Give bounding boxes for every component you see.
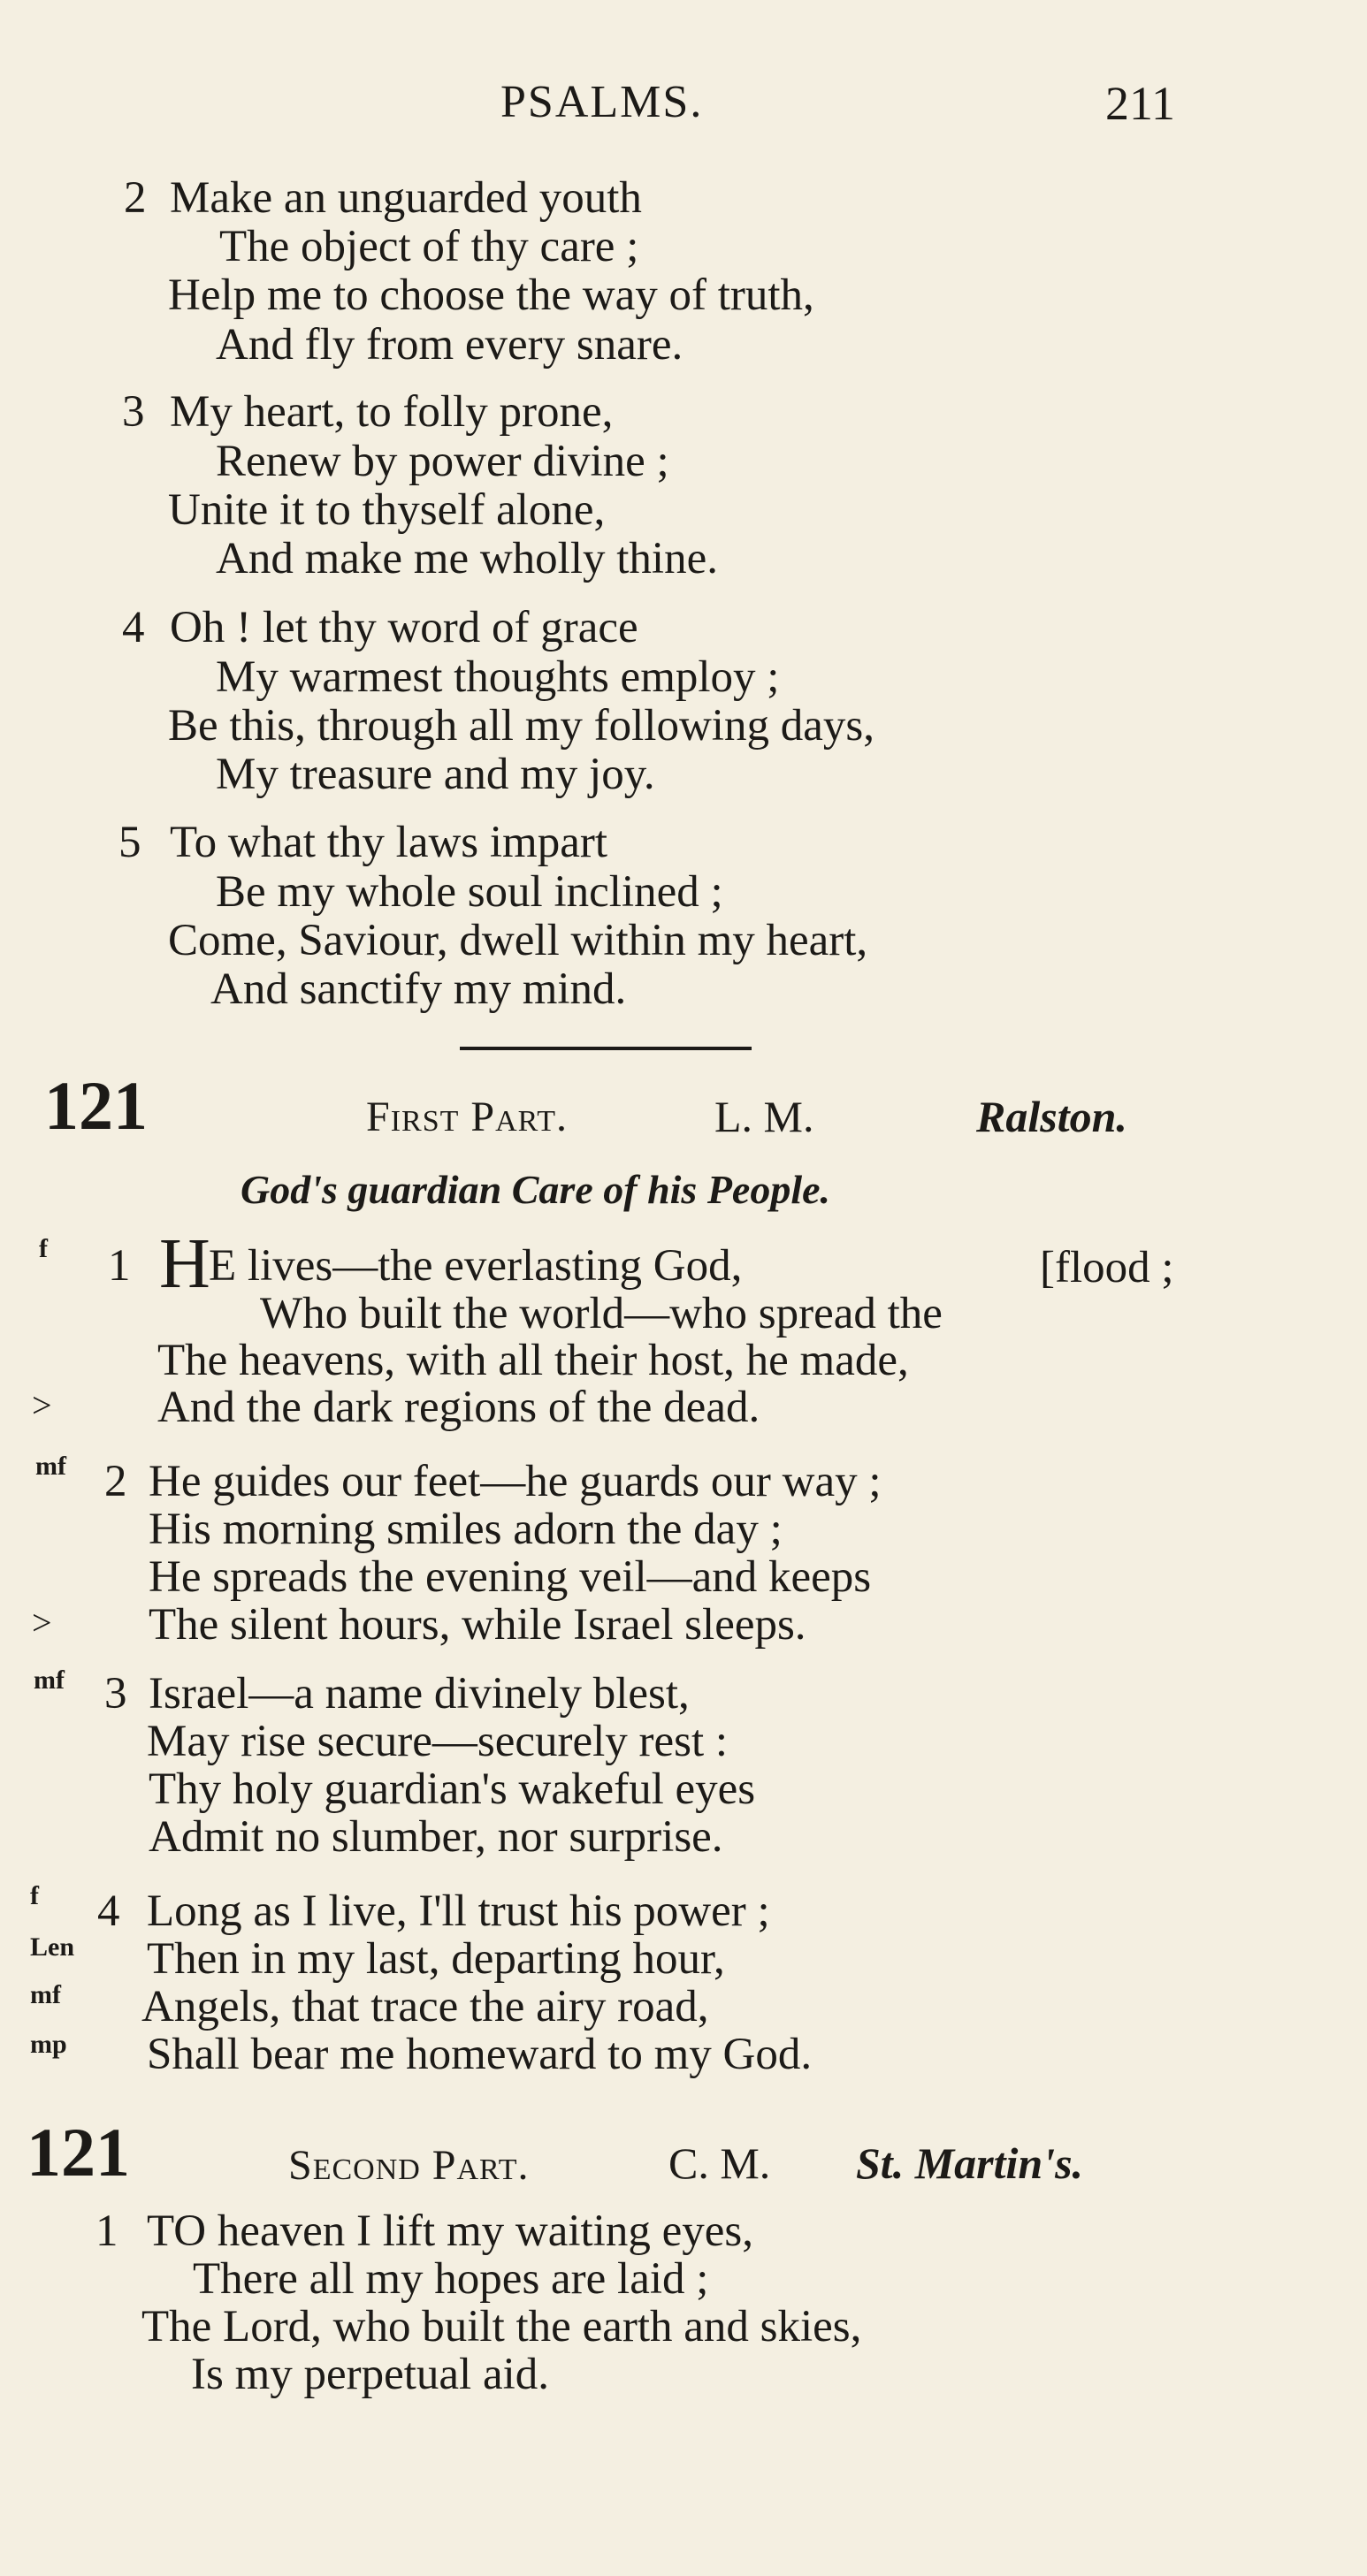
verse-line: The heavens, with all their host, he made,	[157, 1336, 909, 1385]
stanza-number: 1	[108, 1241, 131, 1291]
verse-line: My heart, to folly prone,	[170, 387, 614, 437]
part-label: Second Part.	[288, 2142, 530, 2189]
section-divider	[460, 1047, 752, 1050]
stanza-number: 1	[95, 2206, 118, 2256]
stanza-number: 2	[104, 1457, 127, 1506]
verse-line: Israel—a name divinely blest,	[149, 1669, 690, 1719]
page-number: 211	[1105, 77, 1175, 130]
dynamic-mark: mp	[30, 2030, 67, 2059]
verse-line: And fly from every snare.	[216, 320, 684, 370]
dynamic-mark: mf	[35, 1452, 66, 1481]
verse-line: Oh ! let thy word of grace	[170, 603, 638, 652]
verse-line: May rise secure—securely rest :	[147, 1717, 729, 1766]
verse-line: Long as I live, I'll trust his power ;	[147, 1886, 770, 1936]
verse-line: Angels, that trace the airy road,	[141, 1982, 709, 2031]
verse-line: Come, Saviour, dwell within my heart,	[168, 916, 868, 965]
dynamic-mark: mf	[34, 1665, 65, 1695]
running-title: PSALMS.	[500, 77, 704, 127]
verse-line: His morning smiles adorn the day ;	[149, 1505, 783, 1554]
verse-line: He spreads the evening veil—and keeps	[149, 1552, 872, 1602]
verse-line: E lives—the everlasting God,	[209, 1241, 743, 1291]
verse-line: TO heaven I lift my waiting eyes,	[147, 2206, 753, 2256]
accent-mark: >	[32, 1385, 52, 1425]
psalm-number: 121	[27, 2114, 130, 2191]
verse-line: The object of thy care ;	[219, 222, 639, 271]
verse-line: Shall bear me homeward to my God.	[147, 2030, 813, 2079]
part-label: First Part.	[366, 1094, 569, 1140]
dynamic-mark: f	[39, 1234, 48, 1263]
verse-line: Renew by power divine ;	[216, 437, 669, 486]
dynamic-mark: mf	[30, 1980, 61, 2009]
verse-line: The Lord, who built the earth and skies,	[141, 2302, 862, 2351]
verse-line: Who built the world—who spread the	[260, 1289, 943, 1338]
verse-overflow: [flood ;	[1040, 1243, 1174, 1292]
accent-mark: >	[32, 1603, 52, 1642]
tune-name: St. Martin's.	[856, 2138, 1084, 2188]
verse-line: My treasure and my joy.	[216, 750, 655, 799]
verse-line: And the dark regions of the dead.	[157, 1383, 760, 1432]
verse-line: There all my hopes are laid ;	[193, 2254, 709, 2304]
verse-line: And make me wholly thine.	[216, 534, 718, 583]
verse-line: Make an unguarded youth	[170, 173, 642, 223]
verse-line: Unite it to thyself alone,	[168, 485, 606, 535]
stanza-number: 2	[124, 173, 147, 223]
stanza-number: 3	[122, 387, 145, 437]
verse-line: He guides our feet—he guards our way ;	[149, 1457, 882, 1506]
verse-line: Is my perpetual aid.	[191, 2350, 550, 2399]
stanza-number: 4	[97, 1886, 120, 1936]
verse-line: To what thy laws impart	[170, 818, 608, 867]
verse-line: Help me to choose the way of truth,	[168, 271, 814, 320]
drop-capital: H	[159, 1225, 210, 1303]
verse-line: My warmest thoughts employ ;	[216, 652, 780, 702]
tune-name: Ralston.	[976, 1092, 1127, 1141]
dynamic-mark: f	[30, 1881, 39, 1910]
verse-line: Admit no slumber, nor surprise.	[149, 1812, 723, 1862]
verse-line: Be this, through all my following days,	[168, 701, 874, 751]
psalm-number: 121	[44, 1067, 148, 1144]
stanza-number: 5	[118, 818, 141, 867]
verse-line: Thy holy guardian's wakeful eyes	[149, 1764, 756, 1814]
stanza-number: 3	[104, 1669, 127, 1719]
verse-line: The silent hours, while Israel sleeps.	[149, 1600, 806, 1650]
stanza-number: 4	[122, 603, 145, 652]
meter-label: L. M.	[714, 1092, 814, 1141]
verse-line: And sanctify my mind.	[210, 964, 627, 1014]
verse-line: Be my whole soul inclined ;	[216, 867, 723, 917]
dynamic-mark: Len	[30, 1932, 75, 1962]
verse-line: Then in my last, departing hour,	[147, 1934, 725, 1984]
psalm-subtitle: God's guardian Care of his People.	[241, 1167, 831, 1212]
meter-label: C. M.	[668, 2138, 771, 2188]
